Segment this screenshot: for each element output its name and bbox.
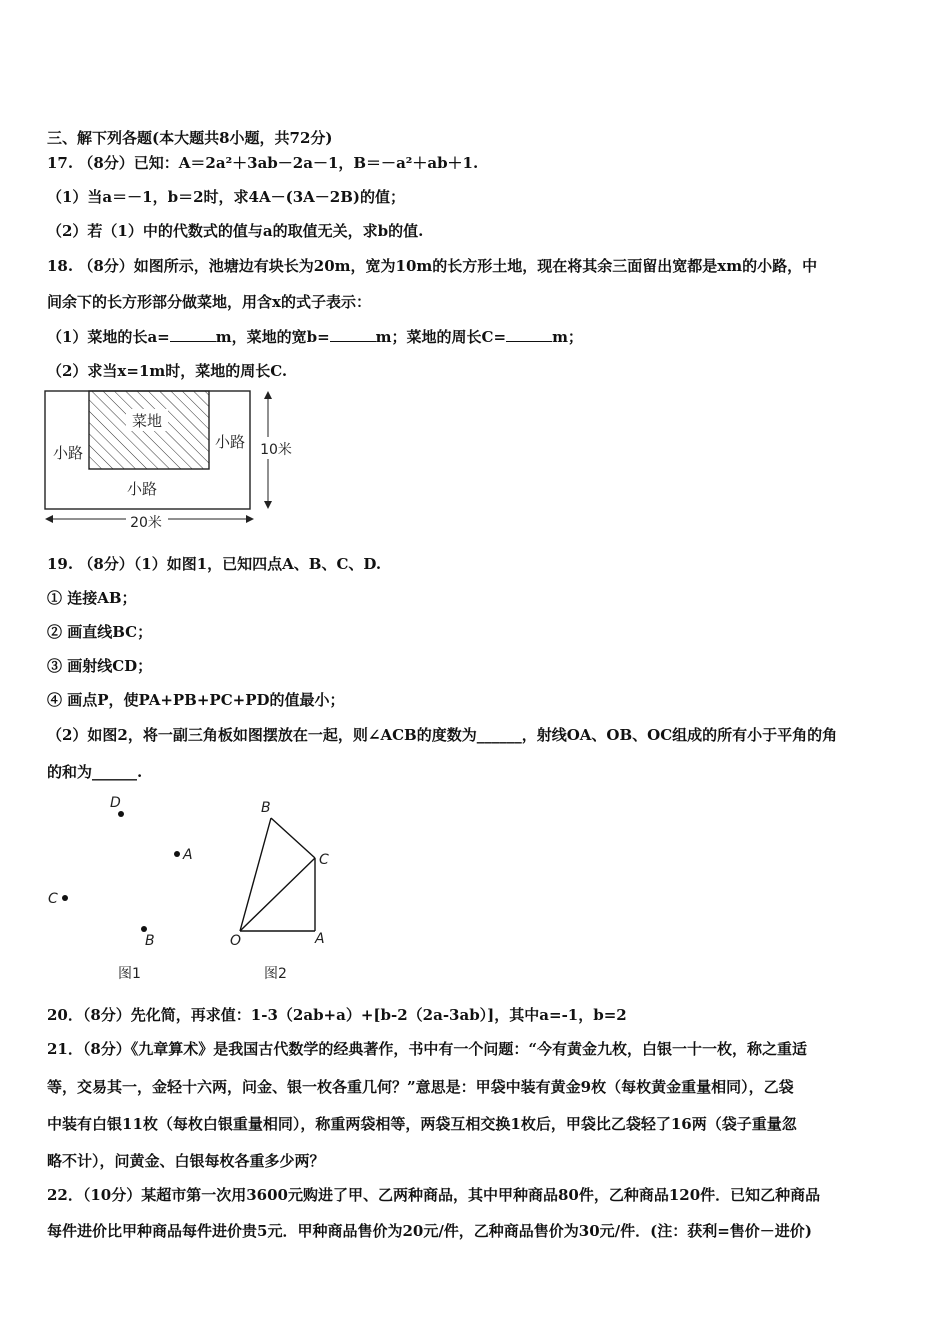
q17-number: 17. <box>47 154 74 172</box>
point-c <box>62 895 68 901</box>
height-arrow-top <box>264 391 272 399</box>
q19-part2-line2: 的和为______. <box>47 763 143 781</box>
q19-step3: ③ 画射线CD； <box>47 657 153 675</box>
road-right-label: 小路 <box>214 433 246 451</box>
width-arrow-left <box>45 515 53 523</box>
fig2-caption: 图2 <box>264 966 287 982</box>
road-left-label: 小路 <box>52 444 84 462</box>
garden-label: 菜地 <box>131 412 163 430</box>
width-arrow-right <box>246 515 254 523</box>
q22-line1: 22．（10分）某超市第一次用3600元购进了甲、乙两种商品，其中甲种商品80件，乙种商品120件．已知乙种商品 <box>47 1186 821 1204</box>
segment-ob <box>240 818 271 931</box>
q17-part2: （2）若（1）中的代数式的值与a的取值无关，求b的值. <box>47 222 424 240</box>
q19-step1: ① 连接AB； <box>47 589 137 607</box>
answer-blank[interactable] <box>506 327 552 342</box>
q19-step2: ② 画直线BC； <box>47 623 153 641</box>
point-a-label: A <box>183 847 193 863</box>
q17-part1: （1）当a＝－1，b＝2时，求4A－(3A－2B)的值； <box>47 188 405 206</box>
q18-stem-line2: 间余下的长方形部分做菜地，用含x的式子表示： <box>47 293 371 311</box>
q19-part2-line1: （2）如图2，将一副三角板如图摆放在一起，则∠ACB的度数为______，射线OA、OB、OC组成的所有小于平角的角 <box>47 726 838 744</box>
q21-line1: 21．（8分）《九章算术》是我国古代数学的经典著作，书中有一个问题：“今有黄金九枚，白银一十一枚，称之重适 <box>47 1040 807 1058</box>
fig2-label-a: A <box>315 931 325 947</box>
point-b-label: B <box>145 933 155 949</box>
q17-stem <box>47 153 478 173</box>
road-bottom-label: 小路 <box>126 480 158 498</box>
q19-step4: ④ 画点P，使PA+PB+PC+PD的值最小； <box>47 691 345 709</box>
segment-oc <box>240 858 315 931</box>
q19-number: 19. <box>47 555 74 573</box>
height-label: 10米 <box>260 442 292 458</box>
q18-part1-a: （1）菜地的长a= <box>47 328 170 346</box>
q18-figure <box>40 385 300 533</box>
point-d-label: D <box>110 795 121 811</box>
q18-part2: （2）求当x=1m时，菜地的周长C. <box>47 362 288 380</box>
point-c-label: C <box>48 891 58 907</box>
q18-text: 如图所示，池塘边有块长为20m，宽为10m的长方形土地，现在将其余三面留出宽都是xm的小路，中 <box>133 257 818 275</box>
q19-score: （8分） <box>78 555 134 573</box>
q18-part1-b: m，菜地的宽b= <box>215 328 330 346</box>
q22-line2: 每件进价比甲种商品每件进价贵5元．甲种商品售价为20元/件，乙种商品售价为30元/件．(注：获利=售价－进价) <box>47 1222 812 1240</box>
answer-blank[interactable] <box>330 327 376 342</box>
q20-stem: 20．（8分）先化简，再求值：1-3（2ab+a）+[b-2（2a-3ab）]，其中a=-1，b=2 <box>47 1006 627 1024</box>
point-b <box>141 926 147 932</box>
point-a <box>174 851 180 857</box>
fig2-label-o: O <box>230 933 242 949</box>
q19-figures <box>40 790 360 990</box>
q18-score: （8分） <box>78 257 134 275</box>
segment-bc <box>271 818 315 858</box>
point-d <box>118 811 124 817</box>
fig2-label-b: B <box>261 800 271 816</box>
height-arrow-bottom <box>264 501 272 509</box>
fig2-label-c: C <box>319 852 329 868</box>
q18-part1 <box>47 327 583 347</box>
q21-line2: 等，交易其一，金轻十六两，问金、银一枚各重几何？”意思是：甲袋中装有黄金9枚（每枚黄金重量相同），乙袋 <box>47 1078 794 1096</box>
fig1-caption: 图1 <box>118 966 141 982</box>
q19-text: （1）如图1，已知四点A、B、C、D. <box>133 555 382 573</box>
q18-part1-c: m；菜地的周长C= <box>375 328 507 346</box>
q18-part1-d: m； <box>552 328 583 346</box>
q21-line4: 略不计），问黄金、白银每枚各重多少两？ <box>47 1152 325 1170</box>
q19-stem <box>47 554 381 574</box>
q17-score: （8分） <box>78 154 134 172</box>
q21-line3: 中装有白银11枚（每枚白银重量相同），称重两袋相等，两袋互相交换1枚后，甲袋比乙袋轻了16两（袋子重量忽 <box>47 1115 797 1133</box>
q17-text: 已知：A＝2a²＋3ab－2a－1，B＝－a²＋ab＋1. <box>133 154 479 172</box>
q18-number: 18. <box>47 257 74 275</box>
width-label: 20米 <box>130 515 162 531</box>
answer-blank[interactable] <box>170 327 216 342</box>
q18-stem-line1 <box>47 256 817 276</box>
section-heading: 三、解下列各题(本大题共8小题，共72分) <box>47 129 333 147</box>
